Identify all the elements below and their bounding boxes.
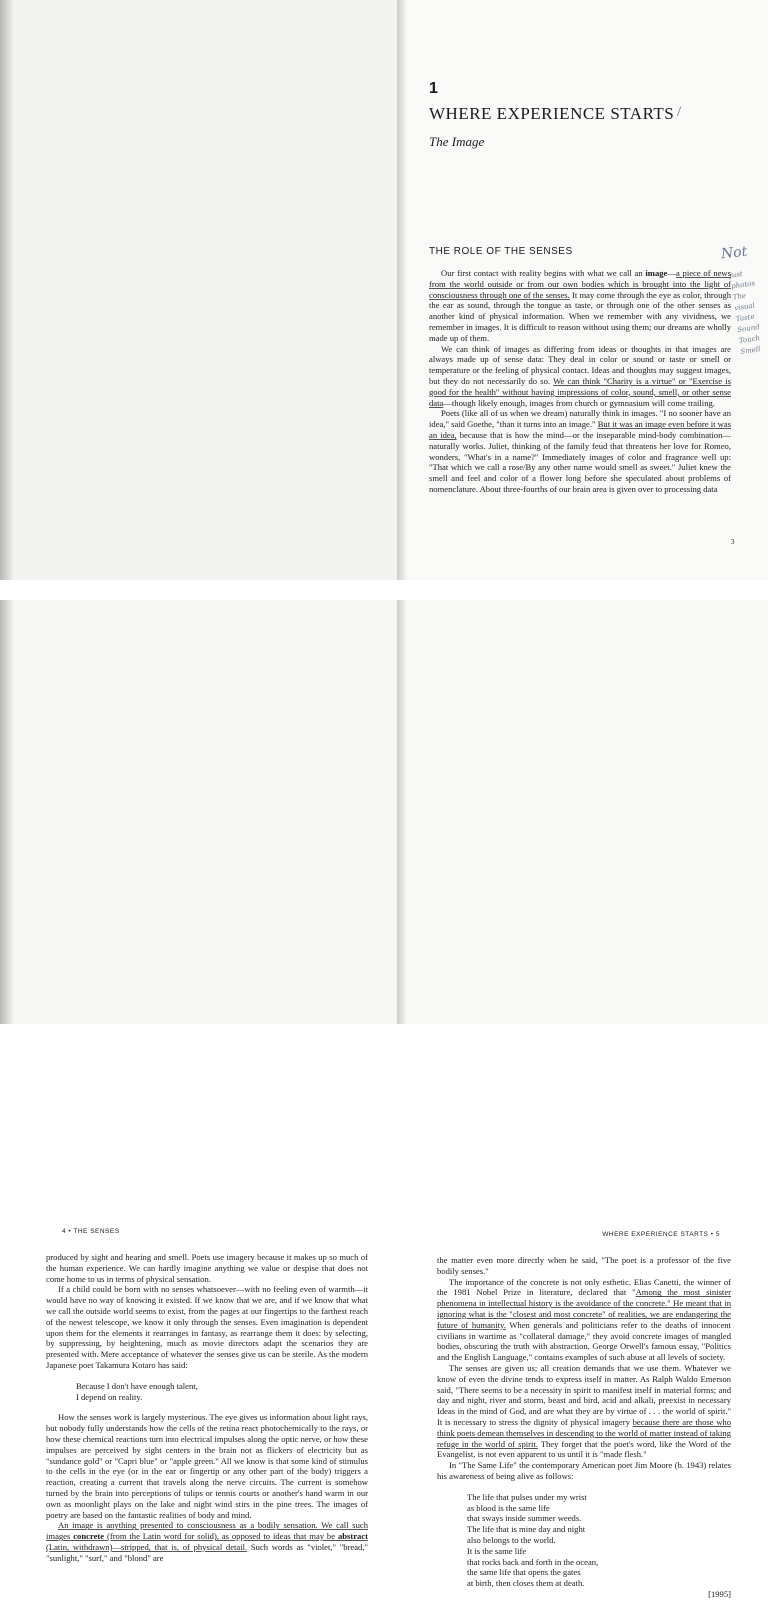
- poem-line: at birth, then closes them at death.: [467, 1578, 585, 1589]
- paragraph: [46, 1412, 368, 1520]
- poem-line: It is the same life: [467, 1545, 527, 1556]
- text-run: because that is how the mind—or the inseparable mind-body combination—naturally works. Juliet, thinking of the family feud that threatens her love for Romeo, wonders, "What's in a name?" Immediately images of color and fragrance well up: "That which we call a rose/By any other name would smell as sweet." Juliet knew the smell and feel and color of a flower long before she speculated about problems of nomenclature. About three-fourths of our brain area is given over to processing data: [429, 429, 731, 494]
- text-run: We can think "Charity is a virtue" or "Exercise is good for the health" without having impressions of color, sound, smell, or other sense data: [429, 375, 732, 408]
- poem-line: that sways inside summer weeds.: [467, 1513, 582, 1524]
- paragraph: [437, 1363, 731, 1460]
- page4-body: [46, 1252, 368, 1564]
- blank-left-page: [0, 0, 397, 580]
- poem-line: Because I don't have enough talent,: [76, 1380, 198, 1391]
- page-3: [397, 0, 768, 580]
- text-run: —: [667, 268, 676, 278]
- scan-separator: [0, 580, 768, 600]
- handwritten-note-top: Not: [720, 243, 749, 263]
- handwritten-word: just: [729, 269, 744, 280]
- paragraph: [429, 268, 731, 344]
- text-run: produced by sight and hearing and smell. Poets use imagery because it makes up so much of the human experience. We can hardly imagine anything we value or despise that does not come home to us in terms of physical sensation.: [46, 1252, 368, 1284]
- paragraph: [46, 1284, 368, 1370]
- text-run: image: [645, 268, 668, 278]
- paragraph: [429, 408, 731, 494]
- poem-line: as blood is the same life: [467, 1502, 550, 1513]
- paragraph: [437, 1460, 731, 1482]
- chapter-title: WHERE EXPERIENCE STARTS: [429, 104, 675, 123]
- text-run: But it was an image even before it was an idea,: [429, 419, 731, 440]
- text-run: In "The Same Life" the contemporary American poet Jim Moore (b. 1943) relates his awareness of being alive as follows:: [437, 1460, 731, 1481]
- text-run: The importance of the concrete is not only esthetic. Elias Canetti, the winner of the 1981 Nobel Prize in literature, declared that ": [437, 1276, 731, 1298]
- chapter-number: 1: [429, 80, 438, 97]
- poem-line: The life that is mine day and night: [467, 1524, 586, 1535]
- chapter-subtitle: The Image: [429, 134, 485, 149]
- paragraph: [437, 1255, 731, 1277]
- text-run: If a child could be born with no senses whatsoever—with no feeling even of warmth—it would have no way of knowing it existed. If we know that we are, and if we know that what we call the outside world seems to exist, from the pages at our fingertips to the farthest reach of the newest telescope, we know it only through the senses. Even imagination is dependent upon them for the elements it rearranges in fantasy, as rearrange them it does: by selecting, by suppressing, by heightening, much as movie directors adapt the scenarios they are presented with. Mere acceptance of whatever the senses give us can be sterile. As the modern Japanese poet Takamura Kotaro has said:: [46, 1284, 368, 1370]
- text-run: a piece of news from the world outside or from our own bodies which is brought into the light of consciousness through one of the senses.: [429, 268, 731, 300]
- handwritten-word: Smell: [739, 345, 761, 356]
- page-edge-shadow: [0, 0, 14, 580]
- poem-line: that rocks back and forth in the ocean,: [467, 1556, 599, 1567]
- page3-body: [429, 268, 731, 495]
- poem: [76, 1381, 368, 1403]
- text-run: An image is anything presented to consciousness as a bodily sensation. We call such images: [46, 1520, 368, 1542]
- text-run: It may come through the eye as color, through the ear as sound, through the tongue as taste, or through one of the other senses as another kind of physical information. When we remember with any vividness, we remember in images. It is difficult to reason without using them; our dreams are wholly made up of them.: [429, 289, 731, 343]
- page-4: [0, 600, 397, 1563]
- handwritten-slash: /: [677, 104, 682, 120]
- text-run: abstract: [337, 1531, 369, 1542]
- poem-line: I depend on reality.: [76, 1391, 143, 1402]
- poem-line: The life that pulses under my wrist: [467, 1491, 587, 1502]
- running-head: WHERE EXPERIENCE STARTS • 5: [602, 1231, 720, 1238]
- gutter-shadow: [397, 600, 407, 1024]
- text-run: —though likely enough, images from church or gymnasium will come trailing.: [443, 397, 715, 408]
- page5-body: [437, 1255, 731, 1610]
- section-heading: THE ROLE OF THE SENSES: [429, 246, 573, 257]
- page-5: [397, 600, 768, 1599]
- handwritten-word: The visual: [732, 291, 756, 313]
- handwritten-word: Touch: [738, 334, 761, 345]
- paragraph: [46, 1252, 368, 1284]
- text-run: Among the most sinister phenomena in intellectual history is the avoidance of the concrete." He meant that in ignoring what is the "closest and most concrete" of realities, we are endangering the future of humanity.: [437, 1287, 732, 1330]
- text-run: We can think of images as differing from ideas or thoughts in that images are always made up of sense data: They deal in color or sound or taste or smell or temperature or the feeling of physical contact. Ideas and thoughts may suggest images, but they do not necessarily do so.: [429, 343, 731, 386]
- text-run: because there are those who think poets demean themselves in descending to the world of matter instead of taking refuge in the world of spirit.: [437, 1416, 731, 1449]
- text-run: concrete: [73, 1531, 105, 1542]
- text-run: the matter even more directly when he said, "The poet is a professor of the five bodily senses.": [437, 1255, 731, 1276]
- handwritten-word: Sound: [736, 323, 761, 335]
- text-run: (from the Latin word for solid), as opposed to ideas that may be: [104, 1531, 338, 1542]
- page-edge-shadow: [0, 600, 14, 1024]
- paragraph: [46, 1520, 368, 1563]
- paragraph: [429, 344, 731, 409]
- text-run: (Latin, withdrawn)—stripped, that is, of physical detail.: [46, 1541, 248, 1552]
- text-run: The senses are given us; all creation demands that we use them. Whatever we know of even the divine tends to express itself in matter. As Ralph Waldo Emerson said, "There seems to be a necessity in spirit to manifest itself in material forms; and day and night, river and storm, beast and bird, acid and alkali, preexist in necessary Ideas in the mind of God, and are what they are by virtue of . . . the world of spirit." It is necessary to stress the dignity of physical imagery: [437, 1362, 731, 1427]
- text-run: Such words as "violet," "bread," "sunlight," "surf," and "blond" are: [46, 1541, 368, 1563]
- poem-line: the same life that opens the gates: [467, 1567, 581, 1578]
- text-run: How the senses work is largely mysterious. The eye gives us information about light rays, but nobody fully understands how the cells of the retina react photochemically to the rays, or how these chemical reactions turn into electrical impulses along the optic nerve, or how these impulses are perceived by sight centers in the brain not as flickers of electricity but as "sundance gold" or "Capri blue" or "apple green." All we know is that some kind of stimulus to the cells in the eye (or in the ear or fingertip or any other part of the body) triggers a reaction, creating a current that travels along the nerve circuits. The current is somehow turned by the brain into perceptions of tulips or tennis courts or another's hand warm in our own as moonlight plays on the lake and night wind stirs in the pine trees. The images of poetry are based on the fantastic realities of body and mind.: [46, 1412, 368, 1520]
- page-number: 3: [731, 538, 735, 546]
- poem-year: [1995]: [708, 1588, 731, 1599]
- handwritten-note-list: [729, 266, 774, 358]
- paragraph: [437, 1277, 731, 1363]
- text-run: Our first contact with reality begins with what we call an: [441, 268, 646, 278]
- poem: [467, 1492, 731, 1600]
- text-run: Poets (like all of us when we dream) naturally think in images. "I no sooner have an idea," said Goethe, "than it turns into an image.": [429, 408, 731, 430]
- handwritten-word: photos: [730, 279, 756, 291]
- gutter-shadow: [397, 0, 407, 580]
- text-run: When generals and politicians refer to the deaths of innocent civilians in wartime as "collateral damage," they avoid concrete images of mangled bodies, obscuring the truth with abstraction. George Orwell's famous essay, "Politics and the English Language," contains examples of such abuse at all levels of society.: [437, 1319, 731, 1363]
- running-head: 4 • THE SENSES: [62, 1228, 120, 1235]
- handwritten-word: Taste: [735, 312, 756, 324]
- text-run: They forget that the poet's word, like the Word of the Evangelist, is not even apparent to us until it is "made flesh.": [437, 1438, 731, 1460]
- poem-line: also belongs to the world.: [467, 1534, 556, 1545]
